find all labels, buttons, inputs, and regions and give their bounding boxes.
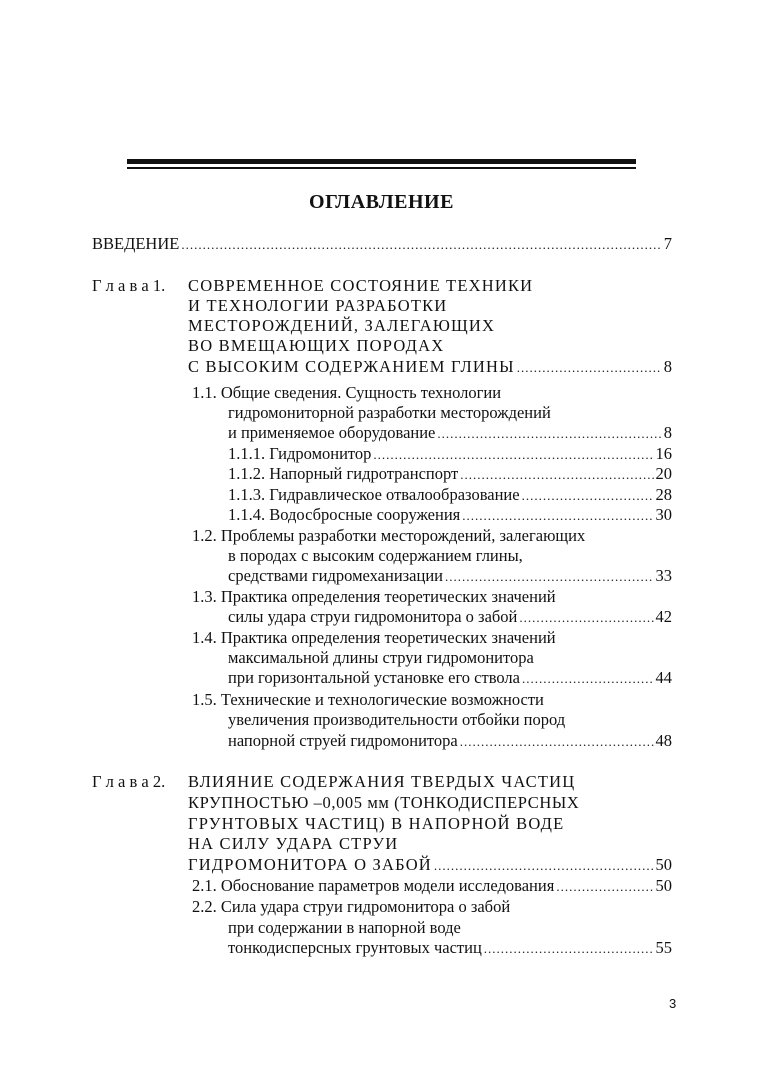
section-1-1-line: 1.1. Общие сведения. Сущность технологии <box>192 383 502 402</box>
toc-entry-label: 1.1.3. Гидравлическое отвалообразование <box>228 485 520 504</box>
chapter2-title-line: ВЛИЯНИЕ СОДЕРЖАНИЯ ТВЕРДЫХ ЧАСТИЦ <box>188 772 576 791</box>
chapter-label: Г л а в а <box>92 772 149 791</box>
toc-page-number: 50 <box>655 855 672 874</box>
toc-entry-1-1[interactable] <box>228 423 672 444</box>
section-1-2-line: в породах с высоким содержанием глины, <box>228 546 523 565</box>
chapter1-prefix <box>92 276 165 296</box>
toc-page-number: 44 <box>655 668 672 687</box>
chapter1-title-line: МЕСТОРОЖДЕНИЙ, ЗАЛЕГАЮЩИХ <box>188 316 496 335</box>
toc-page-number: 55 <box>655 938 672 957</box>
toc-page-number: 8 <box>663 357 672 376</box>
section-1-4-line: при горизонтальной установке его ствола <box>228 668 520 687</box>
dot-leader <box>445 567 654 587</box>
dot-leader <box>556 877 653 897</box>
section-1-3-line: силы удара струи гидромонитора о забой <box>228 607 518 626</box>
toc-page-number: 42 <box>655 607 672 626</box>
toc-entry-2-1[interactable] <box>192 876 672 897</box>
chapter1-title-line: ВО ВМЕЩАЮЩИХ ПОРОДАХ <box>188 336 445 355</box>
section-1-5-line: напорной струей гидромонитора <box>228 731 458 750</box>
section-1-2-line: средствами гидромеханизации <box>228 566 443 585</box>
toc-entry-label: 2.1. Обоснование параметров модели исследования <box>192 876 555 895</box>
chapter-number: 1. <box>152 276 166 295</box>
toc-entry-label: 1.1.1. Гидромонитор <box>228 444 372 463</box>
chapter1-title-line: СОВРЕМЕННОЕ СОСТОЯНИЕ ТЕХНИКИ <box>188 276 534 295</box>
toc-entry-1-5[interactable] <box>228 731 672 752</box>
section-1-5-line: 1.5. Технические и технологические возможности <box>192 690 544 709</box>
dot-leader <box>517 358 662 378</box>
dot-leader <box>434 856 654 876</box>
toc-entry-intro[interactable] <box>92 234 672 255</box>
chapter2-title-line: НА СИЛУ УДАРА СТРУИ <box>188 834 399 853</box>
toc-page-number: 8 <box>663 423 672 442</box>
page-number: 3 <box>669 996 677 1011</box>
toc-entry-1-1-1[interactable] <box>228 444 672 465</box>
toc-page-number: 30 <box>655 505 672 524</box>
dot-leader <box>484 939 654 959</box>
dot-leader <box>462 506 653 526</box>
toc-entry-1-1-2[interactable] <box>228 464 672 485</box>
dot-leader <box>181 235 661 255</box>
dot-leader <box>522 486 654 506</box>
toc-page-number: 20 <box>655 464 672 483</box>
toc-entry-2-2[interactable] <box>228 938 672 959</box>
header-rule-thin <box>127 167 636 169</box>
toc-page-number: 50 <box>655 876 672 895</box>
toc-entry-1-1-4[interactable] <box>228 505 672 526</box>
toc-page-number: 28 <box>655 485 672 504</box>
toc-page-number: 16 <box>655 444 672 463</box>
chapter2-title-line: КРУПНОСТЬЮ –0,005 мм (ТОНКОДИСПЕРСНЫХ <box>188 793 580 812</box>
dot-leader <box>519 608 653 628</box>
dot-leader <box>460 732 654 752</box>
toc-entry-1-4[interactable] <box>228 668 672 689</box>
section-1-1-line: и применяемое оборудование <box>228 423 436 442</box>
toc-entry-1-2[interactable] <box>228 566 672 587</box>
toc-page-number: 48 <box>655 731 672 750</box>
section-1-1-line: гидромониторной разработки месторождений <box>228 403 551 422</box>
toc-page-number: 7 <box>663 234 672 253</box>
toc-page-number: 33 <box>655 566 672 585</box>
toc-entry-label: ВВЕДЕНИЕ <box>92 234 180 253</box>
chapter2-title-line: ГИДРОМОНИТОРА О ЗАБОЙ <box>188 855 432 874</box>
section-1-2-line: 1.2. Проблемы разработки месторождений, залегающих <box>192 526 586 545</box>
chapter2-title-line: ГРУНТОВЫХ ЧАСТИЦ) В НАПОРНОЙ ВОДЕ <box>188 814 565 833</box>
section-1-5-line: увеличения производительности отбойки пород <box>228 710 566 729</box>
chapter-number: 2. <box>152 772 166 791</box>
dot-leader <box>460 465 653 485</box>
section-2-2-line: тонкодисперсных грунтовых частиц <box>228 938 482 957</box>
section-2-2-line: 2.2. Сила удара струи гидромонитора о забой <box>192 897 511 916</box>
section-1-4-line: 1.4. Практика определения теоретических значений <box>192 628 556 647</box>
chapter1-title-line: С ВЫСОКИМ СОДЕРЖАНИЕМ ГЛИНЫ <box>188 357 515 376</box>
chapter-label: Г л а в а <box>92 276 149 295</box>
header-rule-thick <box>127 159 636 164</box>
chapter2-prefix <box>92 772 165 792</box>
toc-entry-chapter2[interactable] <box>188 855 672 876</box>
dot-leader <box>437 424 661 444</box>
dot-leader <box>373 445 653 465</box>
toc-entry-chapter1[interactable] <box>188 357 672 378</box>
toc-entry-label: 1.1.2. Напорный гидротранспорт <box>228 464 459 483</box>
section-1-3-line: 1.3. Практика определения теоретических значений <box>192 587 556 606</box>
chapter1-title-line: И ТЕХНОЛОГИИ РАЗРАБОТКИ <box>188 296 448 315</box>
toc-entry-1-3[interactable] <box>228 607 672 628</box>
toc-heading: ОГЛАВЛЕНИЕ <box>309 191 454 213</box>
toc-entry-label: 1.1.4. Водосбросные сооружения <box>228 505 461 524</box>
section-2-2-line: при содержании в напорной воде <box>228 918 461 937</box>
section-1-4-line: максимальной длины струи гидромонитора <box>228 648 534 667</box>
dot-leader <box>522 669 654 689</box>
toc-entry-1-1-3[interactable] <box>228 485 672 506</box>
